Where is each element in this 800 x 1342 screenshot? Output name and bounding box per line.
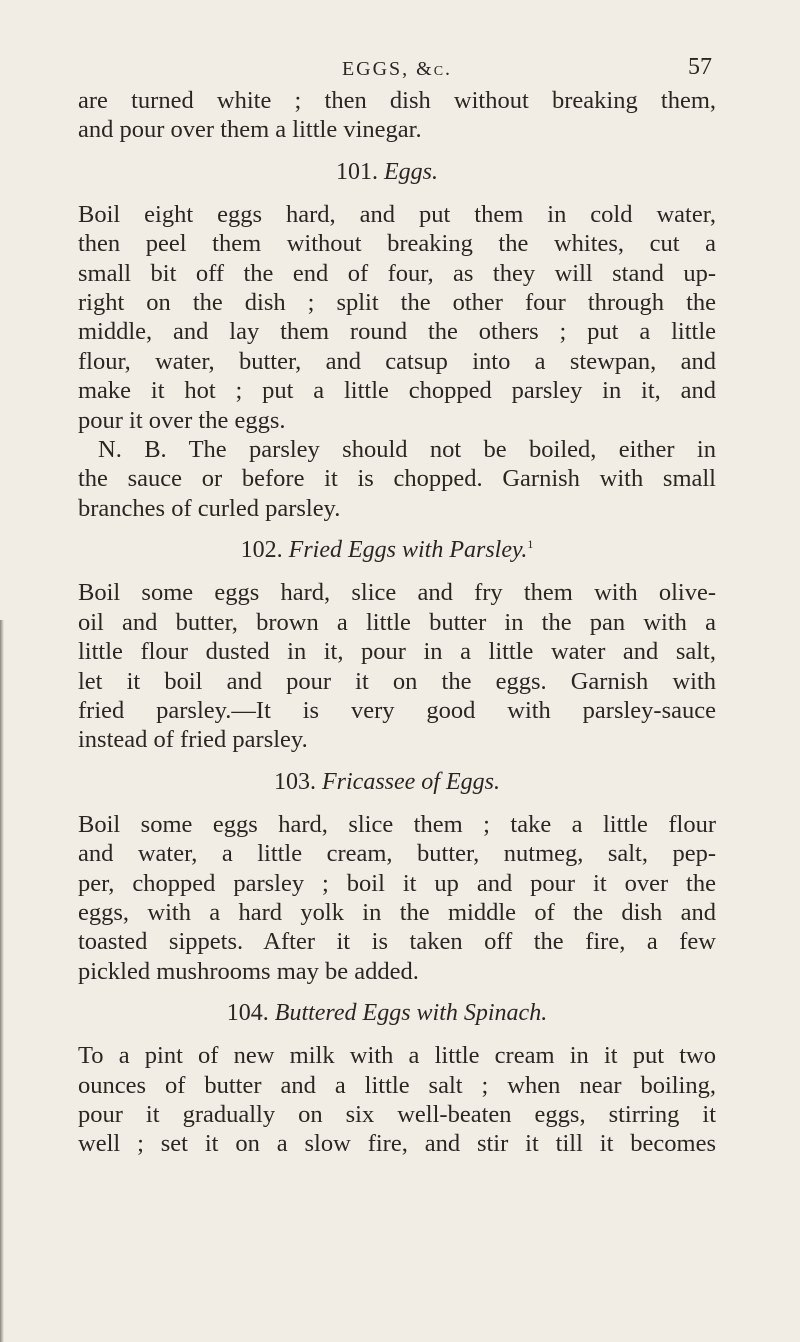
recipe-title: Eggs. bbox=[384, 158, 438, 185]
text-line: toasted sippets. After it is taken off the fire, a few bbox=[78, 928, 716, 956]
text-line: then peel them without breaking the whites, cut a bbox=[78, 230, 716, 258]
book-page bbox=[78, 52, 716, 1159]
text-line: little flour dusted in it, pour in a little water and salt, bbox=[78, 638, 716, 666]
text-line: middle, and lay them round the others ; put a little bbox=[78, 318, 716, 346]
text-line: Boil some eggs hard, slice and fry them with olive- bbox=[78, 579, 716, 607]
text-line: well ; set it on a slow fire, and stir it till it becomes bbox=[78, 1130, 716, 1158]
text-line: N. B. The parsley should not be boiled, either in bbox=[98, 436, 716, 464]
page-edge-shadow bbox=[0, 620, 4, 1342]
text-line: and water, a little cream, butter, nutmeg, salt, pep- bbox=[78, 840, 716, 868]
intro-paragraph bbox=[78, 86, 716, 145]
text-line: branches of curled parsley. bbox=[78, 494, 341, 522]
recipe-paragraph bbox=[78, 578, 716, 754]
recipe-heading-102 bbox=[78, 537, 716, 564]
page-number: 57 bbox=[688, 54, 712, 80]
text-line: To a pint of new milk with a little cream in it put two bbox=[78, 1042, 716, 1070]
text-line: and pour over them a little vinegar. bbox=[78, 116, 422, 144]
recipe-heading-104 bbox=[78, 1000, 716, 1027]
recipe-paragraph bbox=[78, 200, 716, 435]
recipe-number: 102. bbox=[240, 537, 283, 564]
recipe-note-paragraph bbox=[78, 435, 716, 523]
recipe-number: 101. bbox=[336, 158, 378, 185]
recipe-paragraph bbox=[78, 1041, 716, 1159]
text-line: are turned white ; then dish without breaking them, bbox=[78, 87, 716, 114]
text-line: pour it gradually on six well-beaten eggs, stirring it bbox=[78, 1100, 716, 1128]
text-line: small bit off the end of four, as they will stand up- bbox=[78, 259, 716, 287]
running-title: EGGS, &c. bbox=[341, 58, 453, 80]
text-line: let it boil and pour it on the eggs. Garnish with bbox=[78, 667, 716, 695]
text-line: oil and butter, brown a little butter in the pan with a bbox=[78, 608, 716, 636]
text-line: Boil eight eggs hard, and put them in cold water, bbox=[78, 200, 716, 228]
recipe-paragraph bbox=[78, 810, 716, 986]
recipe-number: 103. bbox=[274, 768, 316, 795]
text-line: flour, water, butter, and catsup into a stewpan, and bbox=[78, 347, 716, 375]
text-line: make it hot ; put a little chopped parsley in it, and bbox=[78, 377, 716, 405]
text-line: per, chopped parsley ; boil it up and pour it over the bbox=[78, 869, 716, 897]
text-line: eggs, with a hard yolk in the middle of the dish and bbox=[78, 898, 716, 926]
recipe-title: Fricassee of Eggs. bbox=[322, 768, 500, 795]
text-line: the sauce or before it is chopped. Garnish with small bbox=[78, 465, 716, 493]
text-line: fried parsley.—It is very good with parsley-sauce bbox=[78, 696, 716, 724]
recipe-heading-101 bbox=[78, 159, 716, 186]
recipe-title: Fried Eggs with Parsley. bbox=[288, 537, 528, 564]
recipe-title: Buttered Eggs with Spinach. bbox=[274, 1000, 548, 1027]
text-line: pickled mushrooms may be added. bbox=[78, 957, 419, 985]
text-line: right on the dish ; split the other four through the bbox=[78, 289, 716, 317]
running-head bbox=[78, 52, 716, 86]
text-line: instead of fried parsley. bbox=[78, 726, 308, 754]
recipe-number: 104. bbox=[226, 1000, 269, 1027]
recipe-heading-103 bbox=[78, 769, 716, 796]
text-line: ounces of butter and a little salt ; when near boiling, bbox=[78, 1071, 716, 1099]
text-line: pour it over the eggs. bbox=[78, 406, 286, 434]
text-line: Boil some eggs hard, slice them ; take a little flour bbox=[78, 810, 716, 838]
footnote-mark: 1 bbox=[527, 537, 534, 552]
